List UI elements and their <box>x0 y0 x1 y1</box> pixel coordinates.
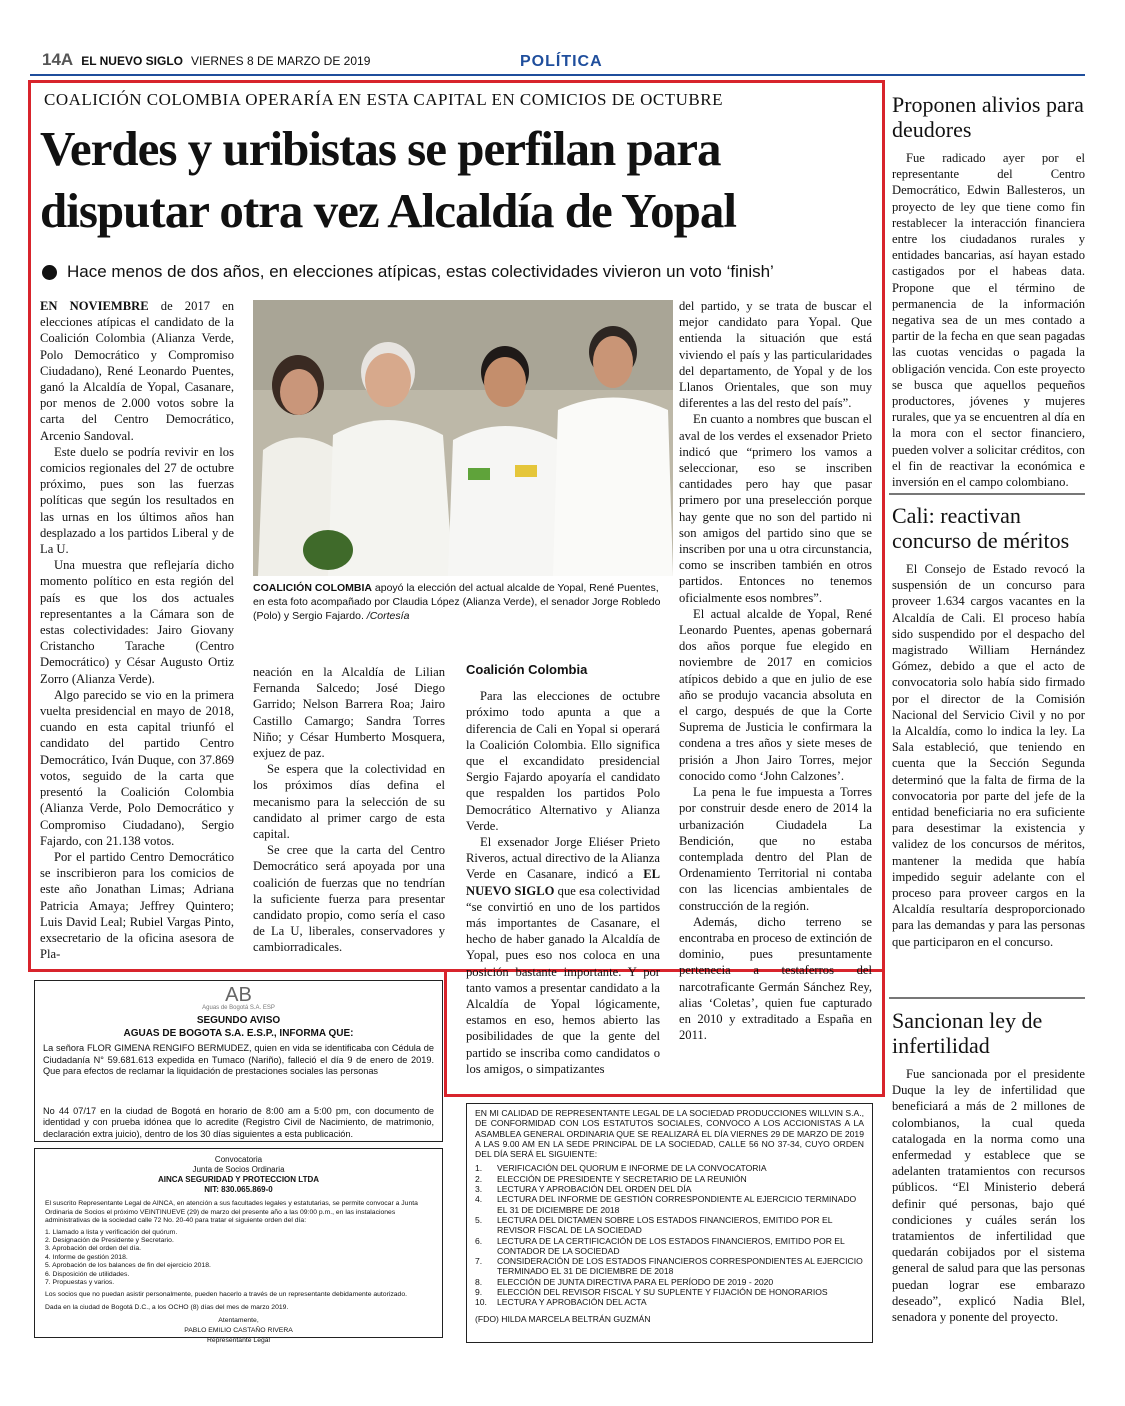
agenda-item: 7. CONSIDERACIÓN DE LOS ESTADOS FINANCIEROS CORRESPONDIENTES AL EJERCICIO TERMINADO EL 31 DE DICIEMBRE DE 2018 <box>475 1256 863 1277</box>
sidebar-divider <box>889 493 1085 495</box>
article-column-2 <box>253 664 445 956</box>
sidebar-story-1 <box>892 92 1085 490</box>
ad-ainca <box>34 1148 443 1345</box>
sidebar-body: Fue radicado ayer por el representante del Centro Democrático, Edwin Ballesteros, un proyecto de ley que tiene como fin restablecer la interacción financiera entre los ciudadanos rurales y entidades bancarias, así hayan estado castigados por el habeas data. Propone que el término de permanencia de la información negativa sea de un mes contado a partir de la fecha en que sean pagadas las cuotas vencidas o pagada la obligación vencida. Con este proyecto se busca que aquellos pequeños productores, jóvenes y mujeres rurales, que ya se encuentren al día en la mora con el sector financiero, pueden volver a solicitar créditos, con el fin de reactivar la económica e inversión en el campo colombiano. <box>892 151 1085 490</box>
paragraph: del partido, y se trata de buscar el mejor candidato para Yopal. Que entienda la situación que está viviendo el país y las particularidades del departamento, de Yopal y de los Llanos Orientales, que son muy diferentes a las del resto del país”. <box>679 299 872 411</box>
paragraph: Se cree que la carta del Centro Democrático será apoyada por una coalición de fuerzas que no tendrían la suficiente fuerza para presentar candidato propio, como sería el caso de La U, liberales, conservadores y cambiorradicales. <box>253 843 445 955</box>
ab-logo-sub: Aguas de Bogotá S.A. ESP <box>202 1005 275 1011</box>
ab-logo: AB <box>225 984 252 1006</box>
caption-lead: COALICIÓN COLOMBIA <box>253 582 372 594</box>
article-headline: Verdes y uribistas se perfilan para disputar otra vez Alcaldía de Yopal <box>40 121 736 238</box>
ainca-date: Dada en la ciudad de Bogotá D.C., a los OCHO (8) días del mes de marzo 2019. <box>45 1304 289 1312</box>
agenda-item: 6. LECTURA DE LA CERTIFICACIÓN DE LOS ESTADOS FINANCIEROS, EMITIDO POR EL CONTADOR DE LA SOCIEDAD <box>475 1235 845 1256</box>
section-title: POLÍTICA <box>520 53 603 70</box>
sidebar-divider <box>889 997 1085 999</box>
article-column-4 <box>679 298 872 1043</box>
sidebar-body: El Consejo de Estado revocó la suspensión de un concurso para proveer 1.634 cargos vacantes en la Alcaldía de Cali. El proceso había sido suspendido por el despacho del magistrado William Hernández Gómez, debido a que el acto de convocatoria solo había sido firmado por el director de la Comisión Nacional del Servicio Civil y no por la Alcaldía, como lo indica la ley. La Sala estableció, que teniendo en cuenta que la Sección Segunda determinó que la falta de firma de la convocatoria por parte del jefe de la entidad beneficiaria no era suficiente para desestimar la existencia y validez de los concursos de méritos, mantener la medida que había impedido seguir adelante con el proceso para proveer cargos en la Alcaldía resultaría desproporcionado para las demandas y para las personas que participaron en el concurso. <box>892 562 1085 949</box>
paragraph: Además, dicho terreno se encontraba en proceso de extinción de dominio, pues presuntamente pertenecia a testaferros del narcotraficante Germán Sánchez Rey, alias ‘Coletas’, quien fue capturado en 2010 y extraditado a España en 2011. <box>679 914 872 1043</box>
lead-in: EN NOVIEMBRE <box>40 299 149 313</box>
agenda-item: 5. LECTURA DEL DICTAMEN SOBRE LOS ESTADOS FINANCIEROS, EMITIDO POR EL REVISOR FISCAL DE LA SOCIEDAD <box>475 1214 833 1236</box>
sidebar-story-3 <box>892 1008 1085 1325</box>
ad-producciones-willvin <box>466 1103 873 1343</box>
ad-body: La señora FLOR GIMENA RENGIFO BERMUDEZ, quien en vida se identificaba con Cédula de Ciudadanía N° 59.681.613 expedida en Tumaco (Nariño), falleció el día 9 de enero de 2019. Que para efectos de reclamar la liquidación de prestaciones sociales las personas <box>43 1043 434 1076</box>
ainca-agenda: 1. Llamado a lista y verificación del quórum. 2. Designación de Presidente y Secretario. 3. Aprobación del orden del día. 4. Informe de gestión 2018. 5. Aprobación de los balances de fin del ejercicio 2018. 6. Disposición de utilidades. 7. Propuestas y varios. <box>45 1228 211 1286</box>
article-column-3 <box>466 660 660 1077</box>
ad-subtitle: AGUAS DE BOGOTA S.A. E.S.P., INFORMA QUE: <box>123 1028 354 1039</box>
paragraph: Por el partido Centro Democrático se inscribieron para los comicios de este año Jonathan Limas; Adriana Patricia Amaya; Jeffrey Quintero; Luis David Leal; Rubiel Vargas Pinto, exsecretario de la oficina asesora de Pla- <box>40 849 234 962</box>
paragraph: El exsenador Jorge Eliéser Prieto Riveros, actual directivo de la Alianza Verde en Casanare, indicó a EL NUEVO SIGLO que esa colectividad “se convirtió en uno de los partidos más importantes de Casanare, el hecho de haber ganado la Alcaldía de Yopal, pues eso nos coloca en una posición bastante importante. Y por tanto vamos a presentar candidato a la Alcaldía de Yopal lógicamente, estamos en eso, hemos abierto las posibilidades de que la gente del partido se inscriba como candidatos o los amigos, o simpatizantes <box>466 835 660 1076</box>
paragraph: neación en la Alcaldía de Lilian Fernanda Salcedo; José Diego Garrido; Nelson Barrera Roa; Jairo Castillo Camargo; Sandra Torres Niño; y César Humberto Mosquera, exjuez de paz. <box>253 665 445 761</box>
paragraph: La pena le fue impuesta a Torres por construir desde enero de 2014 la urbanización Ciudadela La Bendición, que no estaba contemplada dentro del Plan de Ordenamiento Territorial ni contaba con las licencias ambientales de construcción de la región. <box>679 785 872 913</box>
paragraph: En cuanto a nombres que buscan el aval de los verdes el exsenador Prieto indicó que “primero los vamos a seleccionar, eso se inscriben cantidades pero hay que pasar primero por una preselección porque hay gente que no son del partido ni son amigos del partido sino que se inscriben por una u otra circunstancia, como se inscriben también en otros partidos. Entonces no tenemos oficialmente esos nombres”. <box>679 412 872 605</box>
sidebar-body: Fue sancionada por el presidente Duque la ley de infertilidad que beneficiará a más de 2 millones de colombianos, la cual queda catalogada en la norma como una enfermedad y establece que se adelanten tratamientos con recursos públicos. “El Ministerio deberá definir qué personas, bajo qué condiciones y cuáles serán los tratamientos de infertilidad que quedarán cobijados por el sistema general de salud para que las personas puedan lograr ese embarazo deseado”, explicó Nadia Blel, senadora y ponente del proyecto. <box>892 1067 1085 1325</box>
photo-illustration <box>253 300 673 576</box>
ainca-role: Representante Legal <box>206 1337 271 1345</box>
subhead-text: Hace menos de dos años, en elecciones atípicas, estas colectividades vivieron un voto ‘finish’ <box>67 262 774 281</box>
willvin-agenda <box>475 1163 864 1307</box>
ainca-header: Convocatoria Junta de Socios Ordinaria AINCA SEGURIDAD Y PROTECCION LTDA NIT: 830.065.869-0 <box>157 1155 320 1194</box>
agenda-item: 10. LECTURA Y APROBACIÓN DEL ACTA <box>475 1297 647 1308</box>
header-rule <box>30 74 1085 76</box>
section-subtitle: Coalición Colombia <box>466 662 588 677</box>
ainca-signer: PABLO EMILIO CASTAÑO RIVERA <box>184 1327 293 1335</box>
caption-text: apoyó la elección del actual alcalde de Yopal, René Puentes, en esta foto acompañado por Claudia López (Alianza Verde), el senador Jorge Robledo (Polo) y Sergio Fajardo. <box>253 582 661 622</box>
ad-body-continued: No 44 07/17 en la ciudad de Bogotá en horario de 8:00 am a 5:00 pm, con documento de identidad y con prueba idónea que lo acredite (Registro Civil de Nacimiento, de matrimonio, declaración extra juicio), dentro de los 30 días siguientes a esta publicación. <box>43 1105 434 1139</box>
ainca-note: Los socios que no puedan asistir personalmente, pueden hacerlo a través de un representante debidamente autorizado. <box>45 1291 407 1299</box>
ad-aguas-de-bogota <box>34 980 443 1142</box>
article-kicker: COALICIÓN COLOMBIA OPERARÍA EN ESTA CAPITAL EN COMICIOS DE OCTUBRE <box>44 90 723 109</box>
agenda-item: 2. ELECCIÓN DE PRESIDENTE Y SECRETARIO DE LA REUNIÓN <box>475 1173 747 1184</box>
sidebar-title: Cali: reactivan concurso de méritos <box>892 503 1070 553</box>
willvin-signature: (FDO) HILDA MARCELA BELTRÁN GUZMÁN <box>475 1313 651 1324</box>
willvin-intro: EN MI CALIDAD DE REPRESENTANTE LEGAL DE LA SOCIEDAD PRODUCCIONES WILLVIN S.A., DE CONFORMIDAD CON LOS ESTATUTOS SOCIALES, CONVOCO A LOS ACCIONISTAS A LA ASAMBLEA GENERAL ORDINARIA QUE SE REALIZARÁ EL DÍA VIERNES 29 DE MARZO DE 2019 A LAS 9.00 AM EN LA SEDE PRINCIPAL DE LA SOCIEDAD, CALLE 56 NO 37-34, CUYO ORDEN DEL DÍA SERÁ EL SIGUIENTE: <box>475 1108 864 1160</box>
paragraph: EN NOVIEMBRE de 2017 en elecciones atípicas el candidato de la Coalición Colombia (Alianza Verde, Polo Democrático y Compromiso Ciudadano), René Leonardo Puentes, ganó la Alcaldía de Yopal, Casanare, por menos de 2.000 votos sobre la carta del Centro Democrático, Arcenio Sandoval. <box>40 299 234 443</box>
paragraph: Algo parecido se vio en la primera vuelta presidencial en mayo de 2018, cuando en esta capital triunfó el candidato del partido Centro Democrático, Iván Duque, con 37.869 votos, seguido de la carta que presentó la Coalición Colombia (Alianza Verde, Polo Democrático y Compromiso Ciudadano), Sergio Fajardo, con 21.138 votos. <box>40 687 234 848</box>
ad-title: SEGUNDO AVISO <box>196 1015 281 1026</box>
caption-credit: /Cortesía <box>363 610 410 622</box>
article-column-1 <box>40 298 234 962</box>
paragraph: Una muestra que reflejaría dicho momento político en esta región del país es que los dos actuales representantes a la Cámara son de estas colectividades: Jairo Giovany Cristancho Tarache (Centro Democrático) y César Augusto Ortiz Zorro (Alianza Verde). <box>40 558 234 686</box>
sidebar-title: Proponen alivios para deudores <box>892 92 1084 142</box>
article-subhead <box>42 262 872 282</box>
bullet-icon <box>42 265 57 280</box>
ainca-closing: Atentamente, <box>218 1317 259 1325</box>
paragraph: Se espera que la colectividad en los próximos días defina el mecanismo para la selección de su candidato al primer cargo de esta capital. <box>253 762 445 842</box>
group-photo <box>253 300 673 576</box>
agenda-item: 9. ELECCIÓN DEL REVISOR FISCAL Y SU SUPLENTE Y FIJACIÓN DE HONORARIOS <box>475 1287 828 1298</box>
paragraph: El actual alcalde de Yopal, René Leonardo Puentes, apenas gobernará dos años porque fue elegido en noviembre de 2017 en comicios atípicos debido a que en julio de ese año se produjo vacancia absoluta en el cargo, después de que la Corte Suprema de Justicia le confirmara la condena a tres años y siete meses de prisión a Jhon Jairo Torres, mejor conocido como ‘John Calzones’. <box>679 606 872 783</box>
sidebar-story-2 <box>892 503 1085 950</box>
page-number: 14A <box>42 50 74 69</box>
agenda-item: 8. ELECCIÓN DE JUNTA DIRECTIVA PARA EL PERÍODO DE 2019 - 2020 <box>475 1276 774 1287</box>
agenda-item: 1. VERIFICACIÓN DEL QUORUM E INFORME DE LA CONVOCATORIA <box>475 1163 767 1174</box>
agenda-item: 3. LECTURA Y APROBACIÓN DEL ORDEN DEL DÍA <box>475 1184 692 1195</box>
paper-name: EL NUEVO SIGLO <box>81 54 183 68</box>
paragraph: Para las elecciones de octubre próximo todo apunta a que a diferencia de Cali en Yopal si operará la Coalición Colombia. Ello significa que el excandidato presidencial Sergio Fajardo apoyaría el candidato que respalden los partidos Polo Democrático Alternativo y Alianza Verde. <box>466 689 660 833</box>
masthead <box>42 50 370 70</box>
page-date: VIERNES 8 DE MARZO DE 2019 <box>190 54 371 68</box>
agenda-item: 4. LECTURA DEL INFORME DE GESTIÓN CORRESPONDIENTE AL EJERCICIO TERMINADO EL 31 DE DICIEMBRE DE 2018 <box>475 1194 857 1215</box>
photo-caption <box>253 581 673 623</box>
ainca-intro: El suscrito Representante Legal de AINCA, en atención a sus facultades legales y estatutarias, se permite convocar a Junta Ordinaria de Socios el próximo VEINTINUEVE (29) de marzo del presente año a las 09:00 p.m., en las instalaciones administrativas de la sociedad calle 72 No. 20-40 para tratar el siguiente orden del día: <box>45 1200 418 1224</box>
sidebar-title: Sancionan ley de infertilidad <box>892 1008 1043 1058</box>
paragraph: Este duelo se podría revivir en los comicios regionales del 27 de octubre próximo, pues son las fuerzas políticas que según los resultados en las urnas en los últimos años han desplazado a los partidos Liberal y de La U. <box>40 444 234 557</box>
